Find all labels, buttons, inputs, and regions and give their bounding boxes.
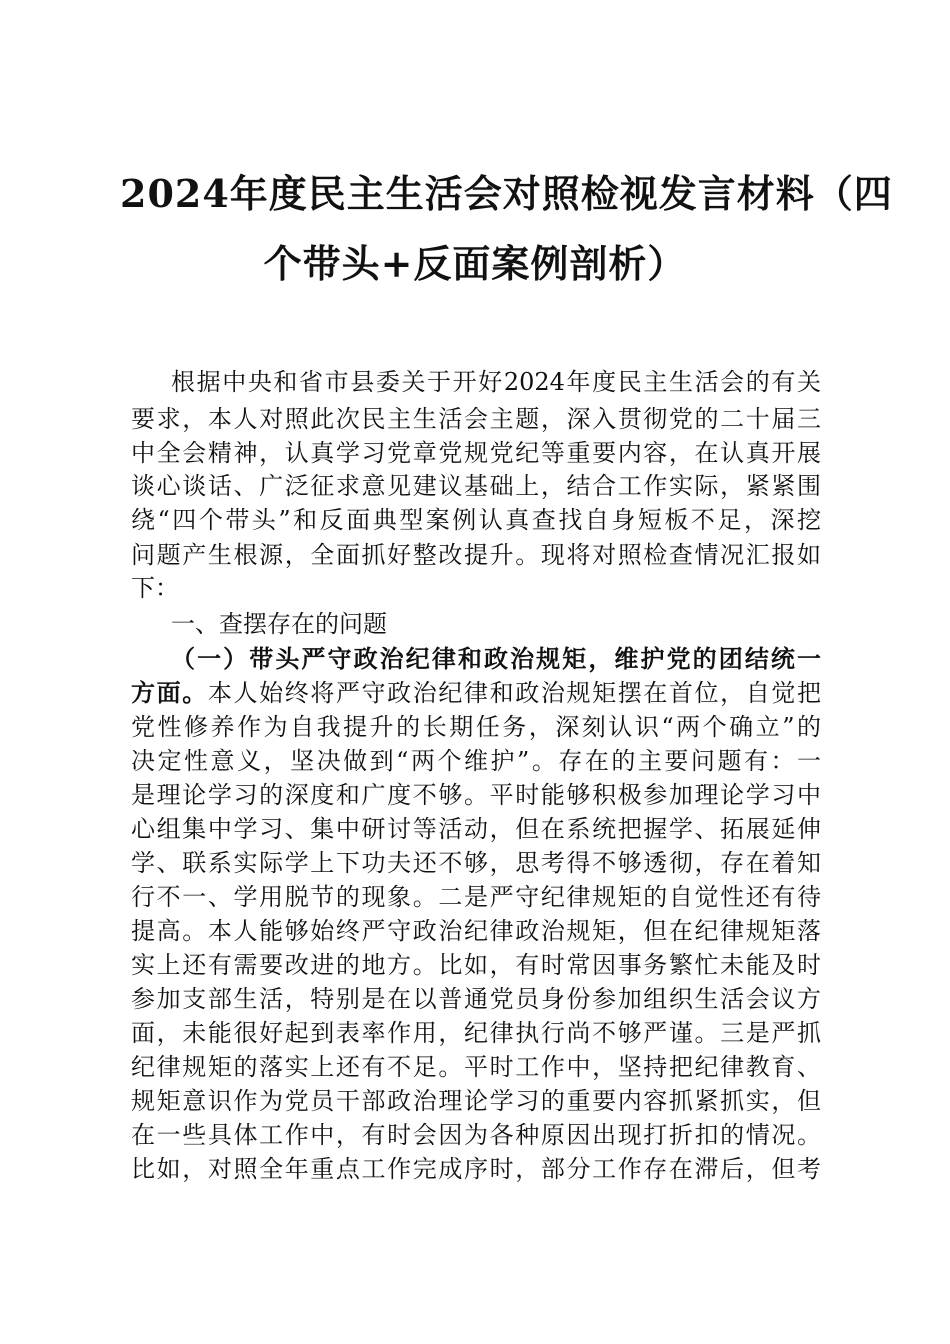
body-line: 纪律规矩的落实上还有不足。平时工作中，坚持把纪律教育、 xyxy=(131,1053,821,1081)
subsection-heading-end: 方面。 xyxy=(131,678,208,707)
intro-line: 绕“四个带头”和反面典型案例认真查找自身短板不足，深挖 xyxy=(131,506,821,534)
body-text-start: 本人始终将严守政治纪律和政治规矩摆在首位，自觉把 xyxy=(207,679,822,707)
body-line: 学、联系实际学上下功夫还不够，思考得不够透彻，存在着知 xyxy=(131,849,821,877)
intro-line: 根据中央和省市县委关于开好2024年度民主生活会的有关 xyxy=(171,368,821,396)
subsection-heading: （一）带头严守政治纪律和政治规矩，维护党的团结统一 xyxy=(171,644,821,673)
document-title-line-1: 2024年度民主生活会对照检视发言材料（四 xyxy=(120,171,893,216)
intro-line: 中全会精神，认真学习党章党规党纪等重要内容，在认真开展 xyxy=(131,439,821,467)
body-line: 提高。本人能够始终严守政治纪律政治规矩，但在纪律规矩落 xyxy=(131,917,821,945)
body-line: 比如，对照全年重点工作完成序时，部分工作存在滞后，但考 xyxy=(131,1155,821,1183)
body-line: 在一些具体工作中，有时会因为各种原因出现打折扣的情况。 xyxy=(131,1121,821,1149)
document-title-line-2: 个带头+反面案例剖析） xyxy=(263,241,687,286)
body-line: 是理论学习的深度和广度不够。平时能够积极参加理论学习中 xyxy=(131,781,821,809)
intro-line: 谈心谈话、广泛征求意见建议基础上，结合工作实际，紧紧围 xyxy=(131,472,821,500)
body-line: 实上还有需要改进的地方。比如，有时常因事务繁忙未能及时 xyxy=(131,951,821,979)
subsection-first-line xyxy=(131,674,821,712)
body-line: 行不一、学用脱节的现象。二是严守纪律规矩的自觉性还有待 xyxy=(131,883,821,911)
body-line: 决定性意义，坚决做到“两个维护”。存在的主要问题有：一 xyxy=(131,747,821,775)
intro-line: 要求，本人对照此次民主生活会主题，深入贯彻党的二十届三 xyxy=(131,405,821,433)
body-line: 规矩意识作为党员干部政治理论学习的重要内容抓紧抓实，但 xyxy=(131,1087,821,1115)
body-line: 面，未能很好起到表率作用，纪律执行尚不够严谨。三是严抓 xyxy=(131,1019,821,1047)
intro-line: 问题产生根源，全面抓好整改提升。现将对照检查情况汇报如 xyxy=(131,541,821,569)
section-heading: 一、查摆存在的问题 xyxy=(171,610,387,638)
body-line: 参加支部生活，特别是在以普通党员身份参加组织生活会议方 xyxy=(131,985,821,1013)
intro-line: 下： xyxy=(131,574,179,602)
body-line: 党性修养作为自我提升的长期任务，深刻认识“两个确立”的 xyxy=(131,713,821,741)
body-line: 心组集中学习、集中研讨等活动，但在系统把握学、拓展延伸 xyxy=(131,815,821,843)
